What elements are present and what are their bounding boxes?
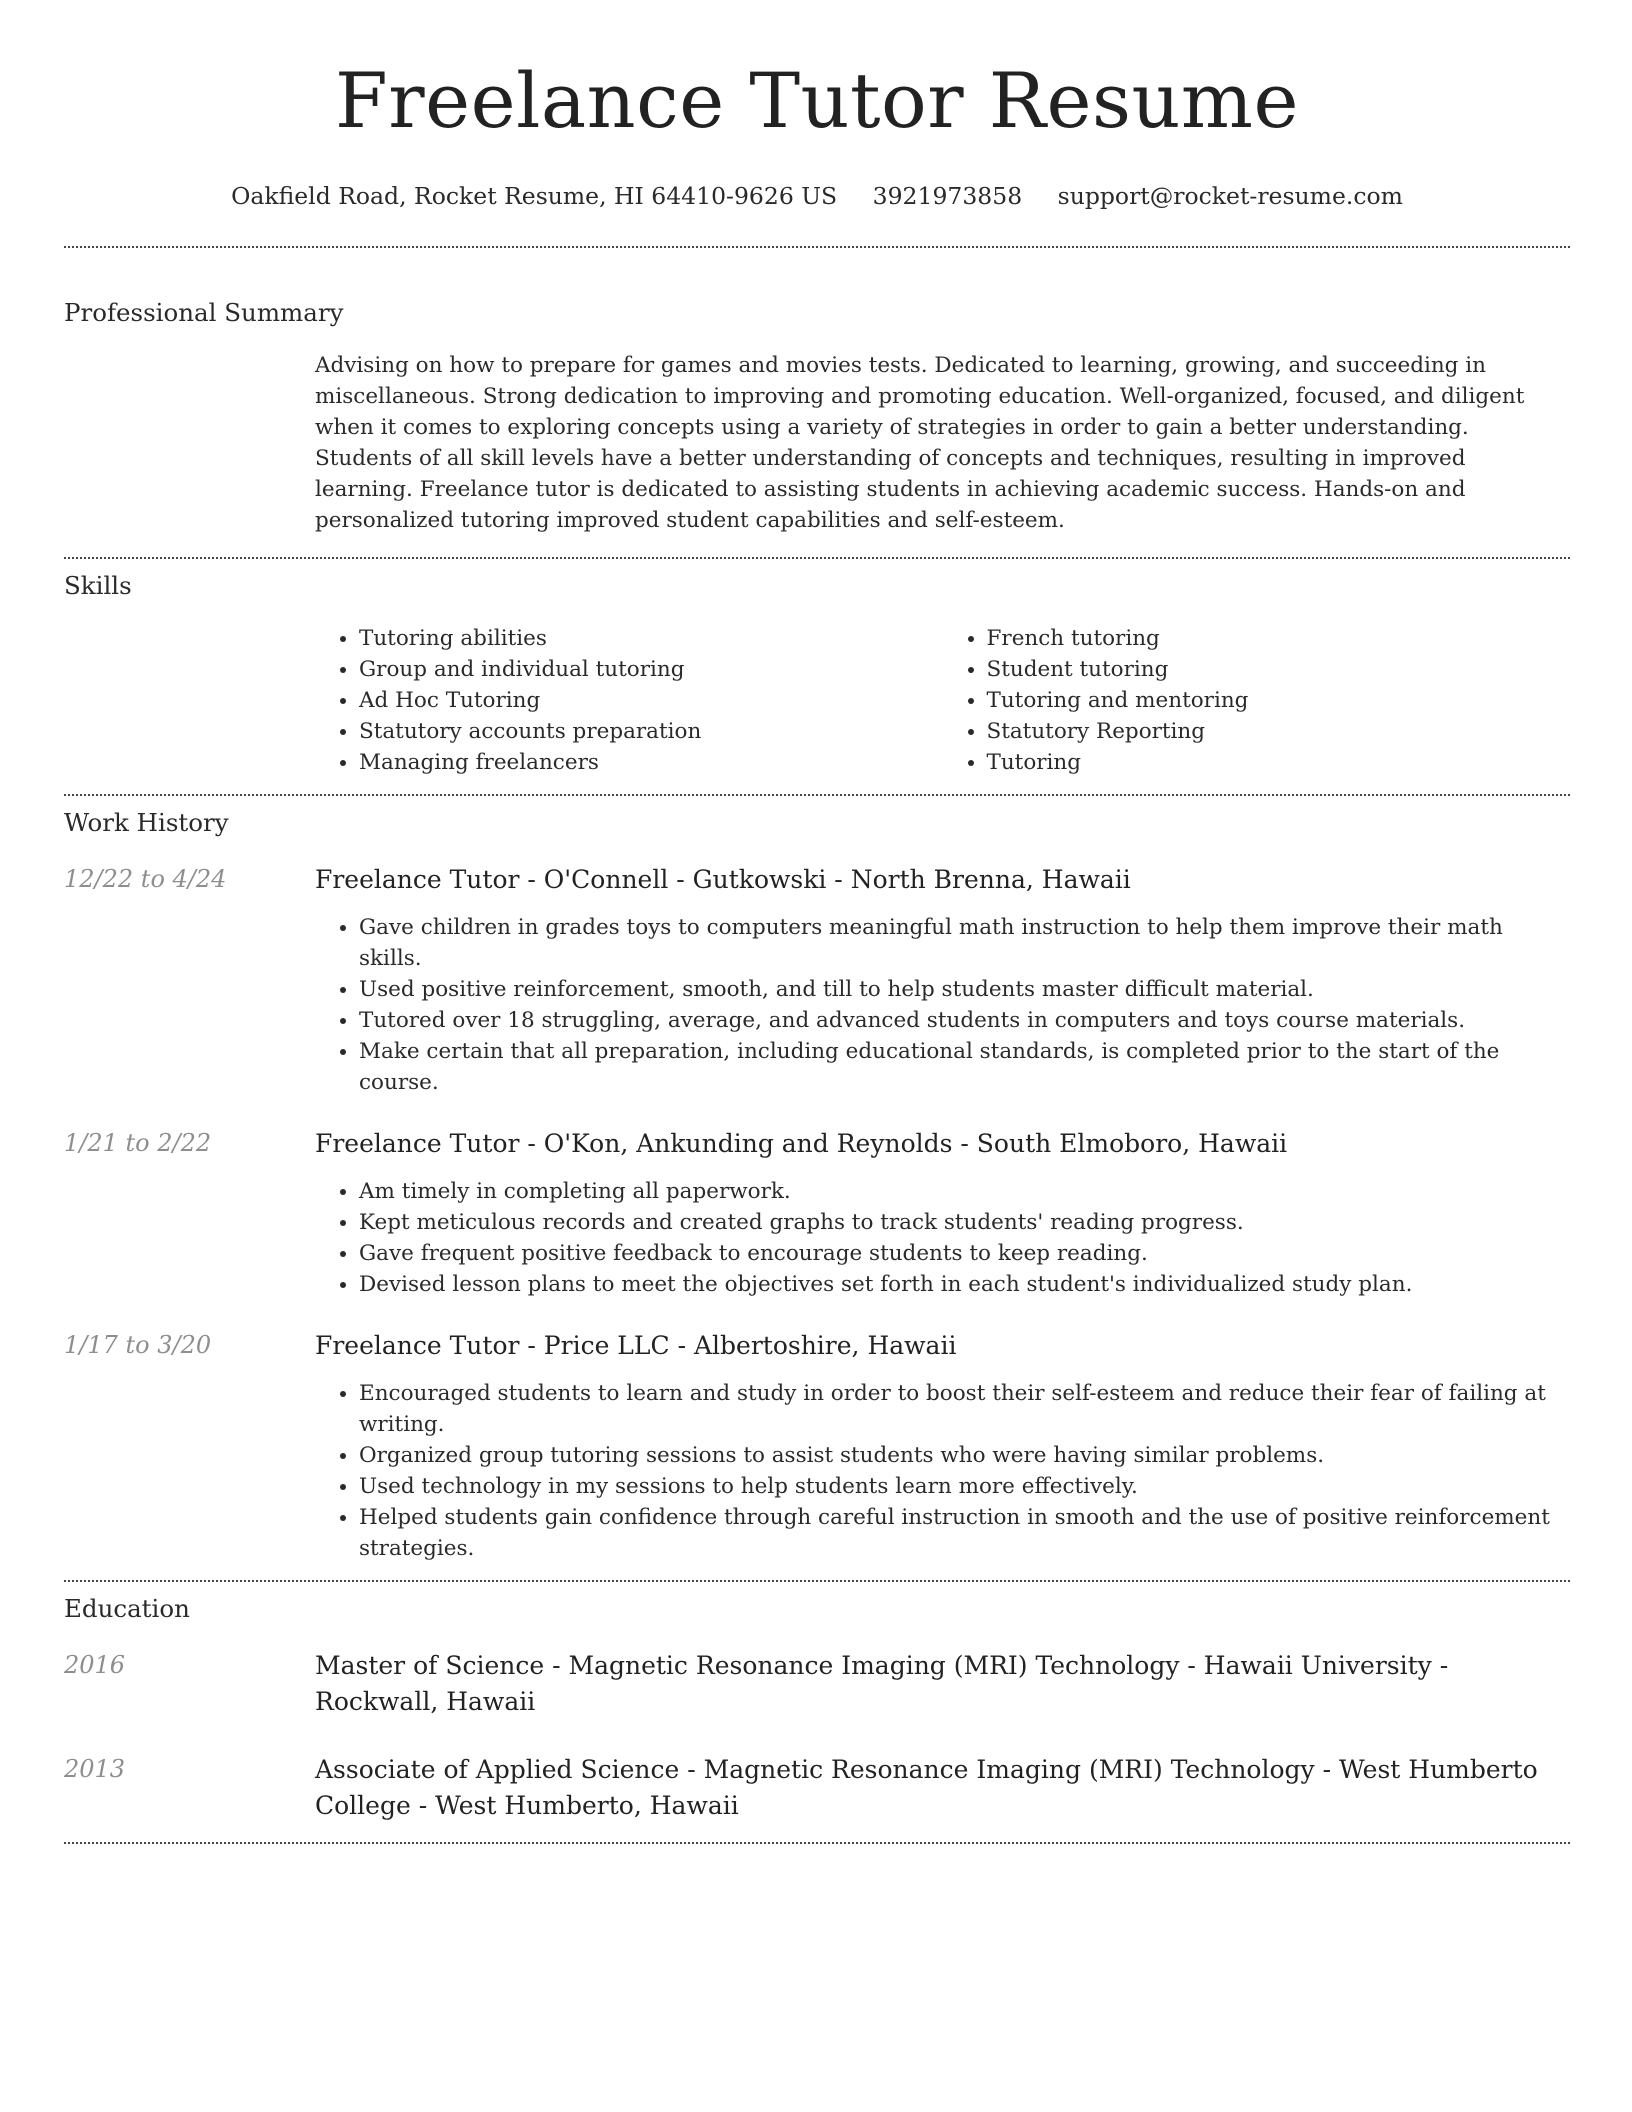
education-body	[315, 1752, 1570, 1824]
job-entry	[64, 1126, 1570, 1300]
education-section	[64, 1593, 1570, 1824]
job-dates: 1/17 to 3/20	[64, 1331, 212, 1359]
job-body	[315, 862, 1570, 1098]
job-bullet: • Tutored over 18 struggling, average, and advanced students in computers and toys course materials.	[359, 1005, 1570, 1036]
job-entry	[64, 1328, 1570, 1564]
job-bullet: • Used technology in my sessions to help students learn more effectively.	[359, 1471, 1570, 1502]
job-bullet: • Gave children in grades toys to computers meaningful math instruction to help them improve their math skills.	[359, 912, 1570, 974]
job-bullet: • Kept meticulous records and created graphs to track students' reading progress.	[359, 1207, 1570, 1238]
skill-item: • Student tutoring	[987, 654, 1571, 685]
job-heading: Freelance Tutor - Price LLC - Albertoshire, Hawaii	[315, 1331, 957, 1360]
job-entry	[64, 862, 1570, 1098]
skill-item: • Tutoring and mentoring	[987, 685, 1571, 716]
resume-page	[64, 0, 1570, 1844]
skills-columns	[315, 623, 1570, 778]
education-body	[315, 1648, 1570, 1720]
summary-section	[64, 297, 1570, 536]
education-heading: Associate of Applied Science - Magnetic Resonance Imaging (MRI) Technology - West Humberto College - West Humberto, Hawaii	[315, 1755, 1538, 1820]
divider	[64, 1580, 1570, 1582]
skills-list-left	[315, 623, 943, 778]
skill-item: • Statutory Reporting	[987, 716, 1571, 747]
job-bullets	[315, 1378, 1570, 1564]
education-entry	[64, 1752, 1570, 1824]
summary-text: Advising on how to prepare for games and movies tests. Dedicated to learning, growing, and succeeding in miscellaneous. Strong dedication to improving and promoting education. Well-organized, focused, and diligent when it comes to exploring concepts using a variety of strategies in order to gain a better understanding. Students of all skill levels have a better understanding of concepts and techniques, resulting in improved learning. Freelance tutor is dedicated to assisting students in achieving academic success. Hands-on and personalized tutoring improved student capabilities and self-esteem.	[315, 353, 1525, 533]
job-heading: Freelance Tutor - O'Kon, Ankunding and Reynolds - South Elmoboro, Hawaii	[315, 1129, 1288, 1158]
job-dates: 12/22 to 4/24	[64, 865, 227, 893]
job-body	[315, 1328, 1570, 1564]
job-bullet: • Gave frequent positive feedback to encourage students to keep reading.	[359, 1238, 1570, 1269]
skill-item: • Managing freelancers	[359, 747, 943, 778]
job-bullet: • Am timely in completing all paperwork.	[359, 1176, 1570, 1207]
education-entry	[64, 1648, 1570, 1720]
job-bullets	[315, 1176, 1570, 1300]
contact-address: Oakfield Road, Rocket Resume, HI 64410-9626 US	[231, 182, 838, 210]
section-title-work: Work History	[64, 808, 229, 837]
job-body	[315, 1126, 1570, 1300]
job-dates: 1/21 to 2/22	[64, 1129, 212, 1157]
contact-line	[64, 181, 1570, 211]
job-bullet: • Devised lesson plans to meet the objectives set forth in each student's individualized study plan.	[359, 1269, 1570, 1300]
divider	[64, 246, 1570, 248]
divider	[64, 1842, 1570, 1844]
skill-item: • Statutory accounts preparation	[359, 716, 943, 747]
job-bullet: • Used positive reinforcement, smooth, and till to help students master difficult material.	[359, 974, 1570, 1005]
education-year: 2013	[64, 1755, 126, 1783]
resume-title: Freelance Tutor Resume	[335, 56, 1299, 145]
job-bullet: • Helped students gain confidence through careful instruction in smooth and the use of positive reinforcement strategies.	[359, 1502, 1570, 1564]
contact-email: support@rocket-resume.com	[1057, 182, 1403, 210]
divider	[64, 557, 1570, 559]
skill-item: • Ad Hoc Tutoring	[359, 685, 943, 716]
section-title-skills: Skills	[64, 571, 132, 600]
divider	[64, 794, 1570, 796]
skill-item: • Group and individual tutoring	[359, 654, 943, 685]
skill-item: • Tutoring abilities	[359, 623, 943, 654]
skill-item: • Tutoring	[987, 747, 1571, 778]
education-heading: Master of Science - Magnetic Resonance Imaging (MRI) Technology - Hawaii University - Rockwall, Hawaii	[315, 1651, 1449, 1716]
skill-item: • French tutoring	[987, 623, 1571, 654]
education-year: 2016	[64, 1651, 126, 1679]
section-title-summary: Professional Summary	[64, 298, 344, 327]
skills-list-right	[943, 623, 1571, 778]
job-bullet: • Encouraged students to learn and study in order to boost their self-esteem and reduce their fear of failing at writing.	[359, 1378, 1570, 1440]
section-title-education: Education	[64, 1594, 190, 1623]
contact-phone: 3921973858	[872, 182, 1023, 210]
work-history-section	[64, 807, 1570, 1564]
job-bullet: • Make certain that all preparation, including educational standards, is completed prior to the start of the course.	[359, 1036, 1570, 1098]
job-bullets	[315, 912, 1570, 1098]
job-heading: Freelance Tutor - O'Connell - Gutkowski - North Brenna, Hawaii	[315, 865, 1131, 894]
skills-section	[64, 570, 1570, 778]
job-bullet: • Organized group tutoring sessions to assist students who were having similar problems.	[359, 1440, 1570, 1471]
